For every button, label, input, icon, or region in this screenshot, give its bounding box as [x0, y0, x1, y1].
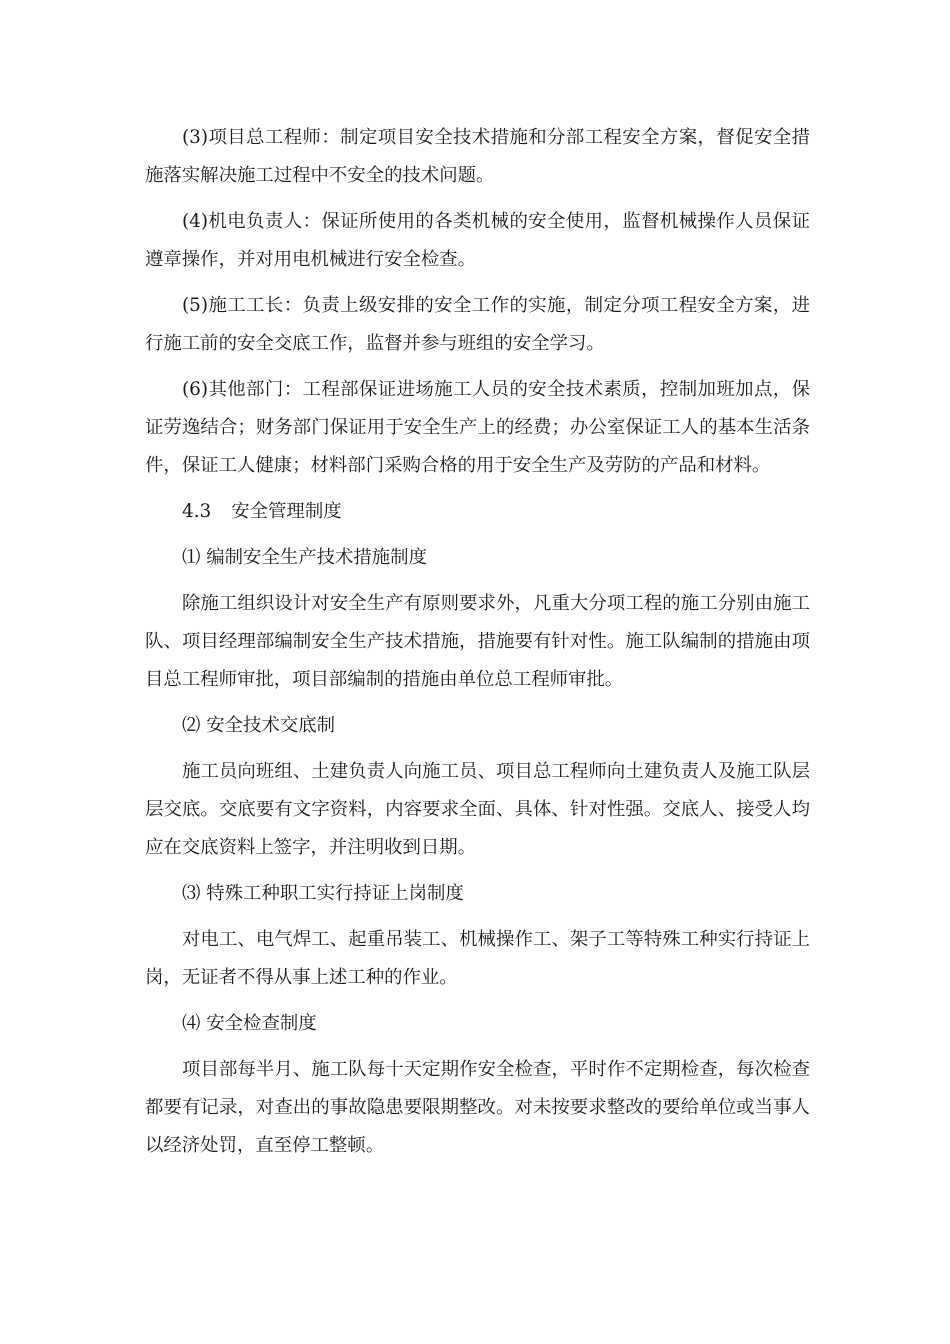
subheading-number: ⑵	[182, 715, 201, 736]
para-construction-foreman: (5)施工工长：负责上级安排的安全工作的实施，制定分项工程安全方案，进行施工前的安全交底工作，监督并参与班组的安全学习。	[145, 295, 810, 354]
para-certified-workers: 对电工、电气焊工、起重吊装工、机械操作工、架子工等特殊工种实行持证上岗，无证者不得从事上述工种的作业。	[145, 929, 810, 988]
subheading-title: 安全检查制度	[206, 1013, 317, 1034]
para-other-departments: (6)其他部门：工程部保证进场施工人员的安全技术素质，控制加班加点，保证劳逸结合；财务部门保证用于安全生产上的经费；办公室保证工人的基本生活条件，保证工人健康；材料部门采购合格的用于安全生产及劳防的产品和材料。	[145, 379, 810, 476]
subheading-number: ⑴	[182, 547, 201, 568]
para-project-chief-engineer: (3)项目总工程师：制定项目安全技术措施和分部工程安全方案，督促安全措施落实解决施工过程中不安全的技术问题。	[145, 127, 810, 186]
section-heading-4-3	[145, 493, 810, 531]
section-title: 安全管理制度	[231, 501, 342, 522]
subheading-4	[145, 1005, 810, 1043]
subheading-1	[145, 539, 810, 577]
document-body	[145, 119, 810, 1173]
subheading-title: 安全技术交底制	[206, 715, 336, 736]
para-safety-inspection: 项目部每半月、施工队每十天定期作安全检查，平时作不定期检查，每次检查都要有记录，对查出的事故隐患要限期整改。对未按要求整改的要给单位或当事人以经济处罚，直至停工整顿。	[145, 1059, 810, 1156]
subheading-title: 特殊工种职工实行持证上岗制度	[206, 883, 464, 904]
subheading-title: 编制安全生产技术措施制度	[206, 547, 427, 568]
para-safety-measures: 除施工组织设计对安全生产有原则要求外，凡重大分项工程的施工分别由施工队、项目经理部编制安全生产技术措施，措施要有针对性。施工队编制的措施由项目总工程师审批，项目部编制的措施由单位总工程师审批。	[145, 593, 810, 690]
section-number: 4.3	[182, 501, 212, 522]
subheading-3	[145, 875, 810, 913]
subheading-2	[145, 707, 810, 745]
subheading-number: ⑶	[182, 883, 201, 904]
para-technical-briefing: 施工员向班组、土建负责人向施工员、项目总工程师向土建负责人及施工队层层交底。交底要有文字资料，内容要求全面、具体、针对性强。交底人、接受人均应在交底资料上签字，并注明收到日期。	[145, 761, 810, 858]
para-mechanical-electrical-lead: (4)机电负责人：保证所使用的各类机械的安全使用，监督机械操作人员保证遵章操作，并对用电机械进行安全检查。	[145, 211, 810, 270]
subheading-number: ⑷	[182, 1013, 201, 1034]
